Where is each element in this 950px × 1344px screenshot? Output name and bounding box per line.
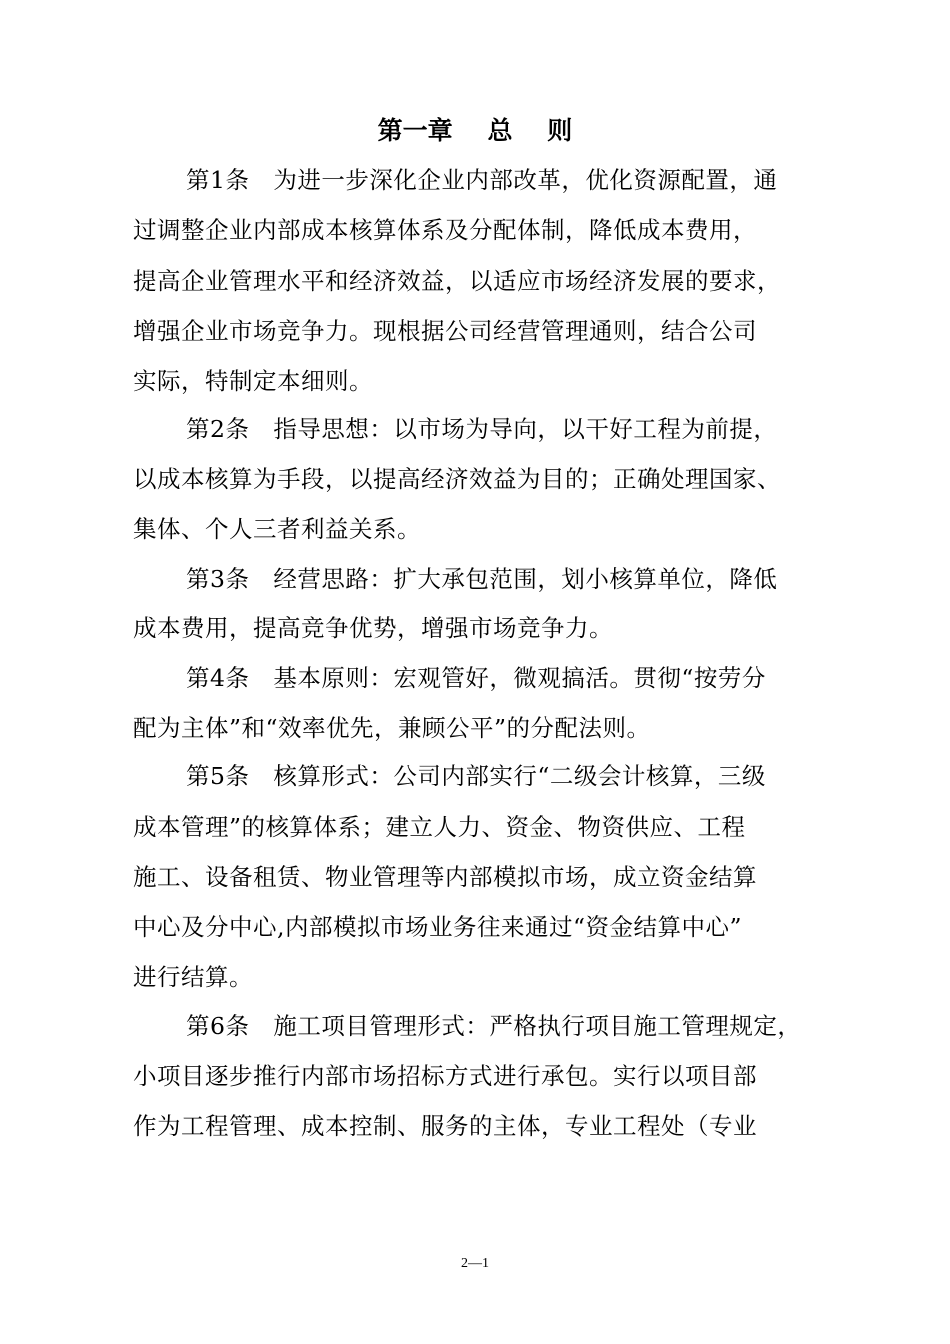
article-5-line-3: 施工、设备租赁、物业管理等内部模拟市场，成立资金结算 — [133, 863, 757, 891]
page-number: 2—1 — [461, 1256, 489, 1271]
article-5-line-4: 中心及分中心,内部模拟市场业务往来通过“资金结算中心” — [133, 913, 742, 941]
article-2-line-3: 集体、个人三者利益关系。 — [133, 515, 421, 543]
article-5-line-1: 第5条 核算形式：公司内部实行“二级会计核算，三级 — [186, 762, 766, 790]
article-1-line-1: 第1条 为进一步深化企业内部改革，优化资源配置，通 — [186, 166, 778, 194]
article-5-line-5: 进行结算。 — [133, 963, 253, 991]
article-1-line-3: 提高企业管理水平和经济效益，以适应市场经济发展的要求， — [133, 267, 781, 295]
article-3-line-2: 成本费用，提高竞争优势，增强市场竞争力。 — [133, 614, 613, 642]
article-3-line-1: 第3条 经营思路：扩大承包范围，划小核算单位，降低 — [186, 565, 778, 593]
article-6-line-3: 作为工程管理、成本控制、服务的主体，专业工程处（专业 — [133, 1112, 757, 1140]
article-2-line-2: 以成本核算为手段，以提高经济效益为目的；正确处理国家、 — [133, 465, 781, 493]
article-4-line-2: 配为主体”和“效率优先，兼顾公平”的分配法则。 — [133, 714, 651, 742]
article-5-line-2: 成本管理”的核算体系；建立人力、资金、物资供应、工程 — [133, 813, 746, 841]
article-4-line-1: 第4条 基本原则：宏观管好，微观搞活。贯彻“按劳分 — [186, 664, 766, 692]
article-2-line-1: 第2条 指导思想：以市场为导向，以干好工程为前提， — [186, 415, 778, 443]
article-1-line-2: 过调整企业内部成本核算体系及分配体制，降低成本费用， — [133, 216, 757, 244]
article-1-line-5: 实际，特制定本细则。 — [133, 367, 373, 395]
article-6-line-1: 第6条 施工项目管理形式：严格执行项目施工管理规定， — [186, 1012, 802, 1040]
article-1-line-4: 增强企业市场竞争力。现根据公司经营管理通则，结合公司 — [133, 317, 757, 345]
article-6-line-2: 小项目逐步推行内部市场招标方式进行承包。实行以项目部 — [133, 1062, 757, 1090]
chapter-title: 第一章 总 则 — [377, 116, 573, 145]
